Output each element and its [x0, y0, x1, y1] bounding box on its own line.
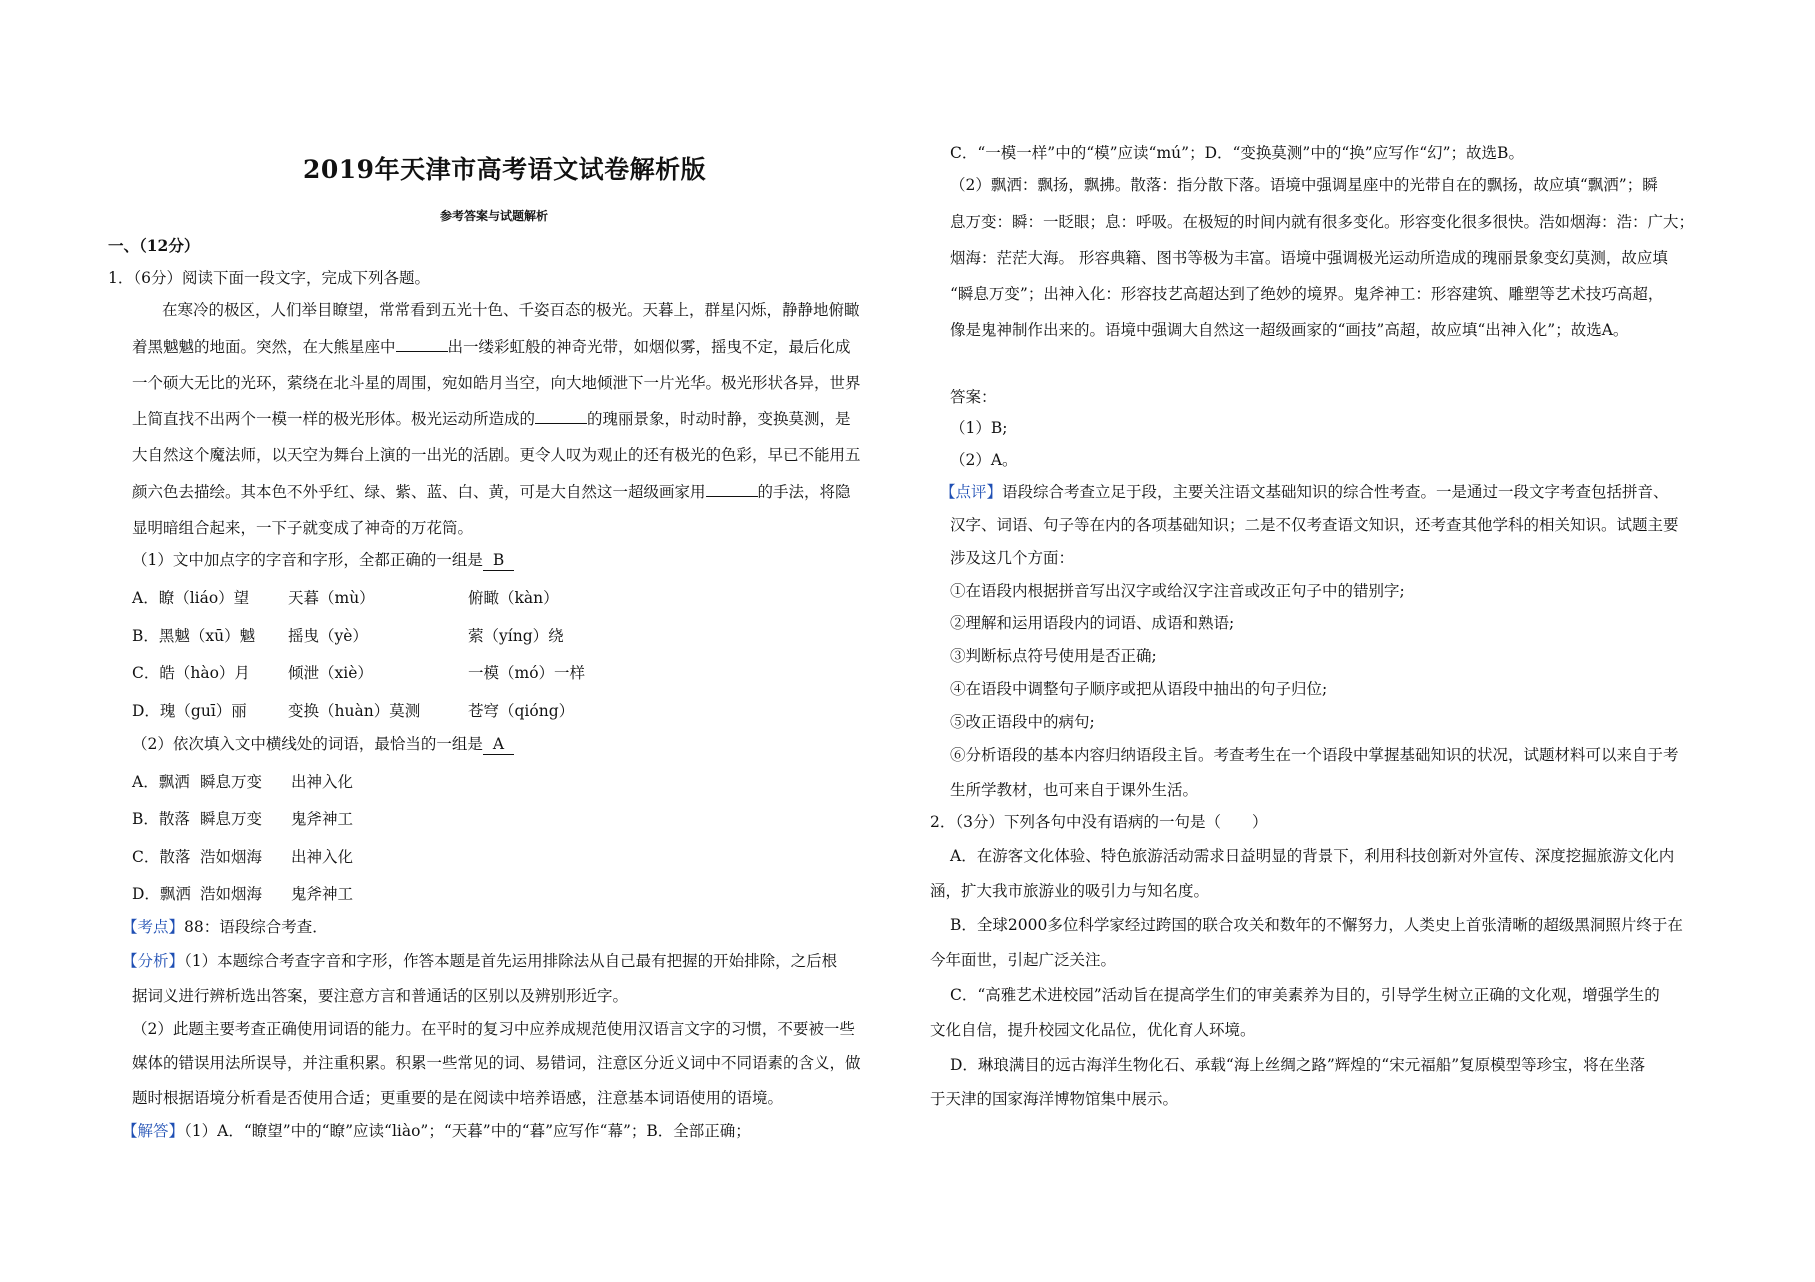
option-b-2: 瞬息万变 [200, 810, 263, 828]
question-2-line: 涵，扩大我市旅游业的吸引力与知名度。 [930, 882, 1210, 900]
kaodian-text: 88：语段综合考查． [184, 918, 328, 936]
dianping-item: ⑥分析语段的基本内容归纳语段主旨。考查考生在一个语段中掌握基础知识的状况，试题材料可以来自于考 [950, 746, 1679, 764]
passage-text: 颜六色去描绘。其本色不外乎红、绿、紫、蓝、白、黄，可是大自然这一超级画家用 [132, 483, 706, 501]
passage-text: 的瑰丽景象，时动时静，变换莫测，是 [587, 410, 851, 428]
sub-question-2 [132, 734, 514, 755]
answer-underline: A [483, 734, 514, 755]
option-a: A．飘洒 [132, 773, 190, 791]
option-d-2: 浩如烟海 [200, 885, 263, 903]
passage-line-4 [132, 409, 851, 429]
question-2-line: B．全球2000多位科学家经过跨国的联合攻关和数年的不懈努力，人类史上首张清晰的超级黑洞照片终于在 [950, 916, 1683, 934]
passage-text: 出一缕彩虹般的神奇光带，如烟似雾，摇曳不定，最后化成 [447, 338, 851, 356]
fenxi-line: （2）此题主要考查正确使用词语的能力。在平时的复习中应养成规范使用汉语言文字的习惯，不要被一些 [132, 1020, 855, 1038]
dianping-tag: 【点评】 [940, 483, 1003, 501]
option-c-3: 一模（mó）一样 [468, 664, 586, 682]
dianping-line: 生所学教材，也可来自于课外生活。 [950, 781, 1199, 799]
option-d: D．飘洒 [132, 885, 191, 903]
sub-question-text: （1）文中加点字的字音和字形，全都正确的一组是 [132, 551, 483, 569]
fenxi-line: 媒体的错误用法所误导，并注重积累。积累一些常见的词、易错词，注意区分近义词中不同语素的含义，做 [132, 1054, 861, 1072]
sub-question-text: （2）依次填入文中横线处的词语，最恰当的一组是 [132, 735, 483, 753]
question-2-line: 今年面世，引起广泛关注。 [930, 951, 1117, 969]
page-title: 2019年天津市高考语文试卷解析版 [303, 155, 707, 184]
option-b-2: 摇曳（yè） [288, 627, 368, 645]
kaodian-tag: 【考点】 [122, 918, 185, 936]
fenxi-tag: 【分析】 [122, 952, 185, 970]
jieda-continued-line: （2）飘洒：飘扬，飘拂。散落：指分散下落。语境中强调星座中的光带自在的飘扬，故应填“飘洒”；瞬 [950, 176, 1658, 194]
option-d-3: 苍穹（qióng） [468, 702, 575, 720]
jieda-continued-line: 息万变：瞬：一眨眼；息：呼吸。在极短的时间内就有很多变化。形容变化很多很快。浩如烟海：浩：广大； [950, 213, 1695, 231]
sub-question-1 [132, 550, 514, 571]
fenxi [122, 951, 837, 971]
dianping-item: ③判断标点符号使用是否正确; [950, 647, 1157, 665]
answer-2: （2）A。 [950, 451, 1018, 469]
dianping-line: 汉字、词语、句子等在内的各项基础知识；二是不仅考查语文知识，还考查其他学科的相关知识。试题主要 [950, 516, 1679, 534]
dianping-line: 涉及这几个方面： [950, 549, 1075, 567]
passage-text: 的手法，将隐 [757, 483, 851, 501]
option-c-3: 出神入化 [291, 848, 354, 866]
fenxi-line: 据词义进行辨析选出答案，要注意方言和普通话的区别以及辨别形近字。 [132, 987, 629, 1005]
answer-1: （1）B; [950, 419, 1008, 437]
passage-line-1: 在寒冷的极区，人们举目瞭望，常常看到五光十色、千姿百态的极光。天暮上，群星闪烁，静静地俯瞰 [162, 301, 860, 319]
question-2-line: D．琳琅满目的远古海洋生物化石、承载“海上丝绸之路”辉煌的“宋元福船”复原模型等珍宝，将在坐落 [950, 1056, 1646, 1074]
question-2-line: 文化自信，提升校园文化品位，优化育人环境。 [930, 1021, 1256, 1039]
fenxi-text: （1）本题综合考查字音和字形，作答本题是首先运用排除法从自己最有把握的开始排除，之后根 [184, 952, 838, 970]
passage-line-3: 一个硕大无比的光环，萦绕在北斗星的周围，宛如皓月当空，向大地倾泄下一片光华。极光形状各异，世界 [132, 374, 861, 392]
kaodian [122, 917, 328, 937]
jieda-continued-line: 像是鬼神制作出来的。语境中强调大自然这一超级画家的“画技”高超，故应填“出神入化”；故选A。 [950, 321, 1629, 339]
passage-text: 着黑魆魆的地面。突然，在大熊星座中 [132, 338, 396, 356]
fill-blank-2 [535, 409, 587, 424]
passage-line-5: 大自然这个魔法师，以天空为舞台上演的一出光的活剧。更令人叹为观止的还有极光的色彩，早已不能用五 [132, 446, 861, 464]
dianping-item: ⑤改正语段中的病句; [950, 713, 1095, 731]
page-subtitle: 参考答案与试题解析 [440, 209, 549, 223]
dianping-item: ②理解和运用语段内的词语、成语和熟语; [950, 614, 1235, 632]
option-b: B．黑魆（xū）魆 [132, 627, 256, 645]
passage-text: 上简直找不出两个一模一样的极光形体。极光运动所造成的 [132, 410, 536, 428]
dianping-text: 语段综合考查立足于段，主要关注语文基础知识的综合性考查。一是通过一段文字考查包括拼音、 [1002, 483, 1669, 501]
dianping [940, 482, 1669, 502]
jieda-text: （1）A．“瞭望”中的“瞭”应读“liào”；“天暮”中的“暮”应写作“幕”；B．全部正确； [184, 1122, 751, 1140]
fill-blank-1 [396, 337, 448, 352]
option-c-2: 倾泄（xiè） [288, 664, 373, 682]
option-b-3: 鬼斧神工 [291, 810, 354, 828]
jieda-continued-line: 烟海：茫茫大海。 形容典籍、图书等极为丰富。语境中强调极光运动所造成的瑰丽景象变幻莫测，故应填 [950, 249, 1668, 267]
answer-label: 答案： [950, 388, 997, 406]
option-d-2: 变换（huàn）莫测 [288, 702, 421, 720]
section-heading: 一、（12分） [108, 236, 200, 255]
question-2-line: A．在游客文化体验、特色旅游活动需求日益明显的背景下，利用科技创新对外宣传、深度挖掘旅游文化内 [950, 847, 1675, 865]
option-c: C．皓（hào）月 [132, 664, 250, 682]
option-d-3: 鬼斧神工 [291, 885, 354, 903]
question-2-stem: 2．（3分）下列各句中没有语病的一句是（ ） [930, 813, 1268, 831]
option-b-3: 萦（yíng）绕 [468, 627, 564, 645]
option-a-2: 天暮（mù） [288, 589, 375, 607]
option-a: A．瞭（liáo）望 [132, 589, 250, 607]
option-c: C．散落 [132, 848, 191, 866]
fill-blank-3 [706, 482, 758, 497]
passage-line-2 [132, 337, 851, 357]
jieda-continued-line: C．“一模一样”中的“模”应读“mú”；D．“变换莫测”中的“换”应写作“幻”；故选B。 [950, 144, 1524, 162]
passage-line-7: 显明暗组合起来，一下子就变成了神奇的万花筒。 [132, 519, 474, 537]
option-a-2: 瞬息万变 [200, 773, 263, 791]
question-2-line: C．“高雅艺术进校园”活动旨在提高学生们的审美素养为目的，引导学生树立正确的文化观，增强学生的 [950, 986, 1660, 1004]
option-b: B．散落 [132, 810, 190, 828]
option-a-3: 出神入化 [291, 773, 354, 791]
option-a-3: 俯瞰（kàn） [468, 589, 559, 607]
answer-underline: B [483, 550, 514, 571]
option-c-2: 浩如烟海 [200, 848, 263, 866]
jieda [122, 1121, 751, 1141]
dianping-item: ①在语段内根据拼音写出汉字或给汉字注音或改正句子中的错别字; [950, 582, 1405, 600]
question-1-stem: 1．（6分）阅读下面一段文字，完成下列各题。 [108, 269, 430, 287]
question-2-line: 于天津的国家海洋博物馆集中展示。 [930, 1090, 1179, 1108]
dianping-item: ④在语段中调整句子顺序或把从语段中抽出的句子归位; [950, 680, 1328, 698]
fenxi-line: 题时根据语境分析看是否使用合适；更重要的是在阅读中培养语感，注意基本词语使用的语境。 [132, 1089, 784, 1107]
jieda-tag: 【解答】 [122, 1122, 185, 1140]
jieda-continued-line: “瞬息万变”；出神入化：形容技艺高超达到了绝妙的境界。鬼斧神工：形容建筑、雕塑等艺术技巧高超， [950, 285, 1664, 303]
option-d: D．瑰（guī）丽 [132, 702, 247, 720]
passage-line-6 [132, 482, 851, 502]
